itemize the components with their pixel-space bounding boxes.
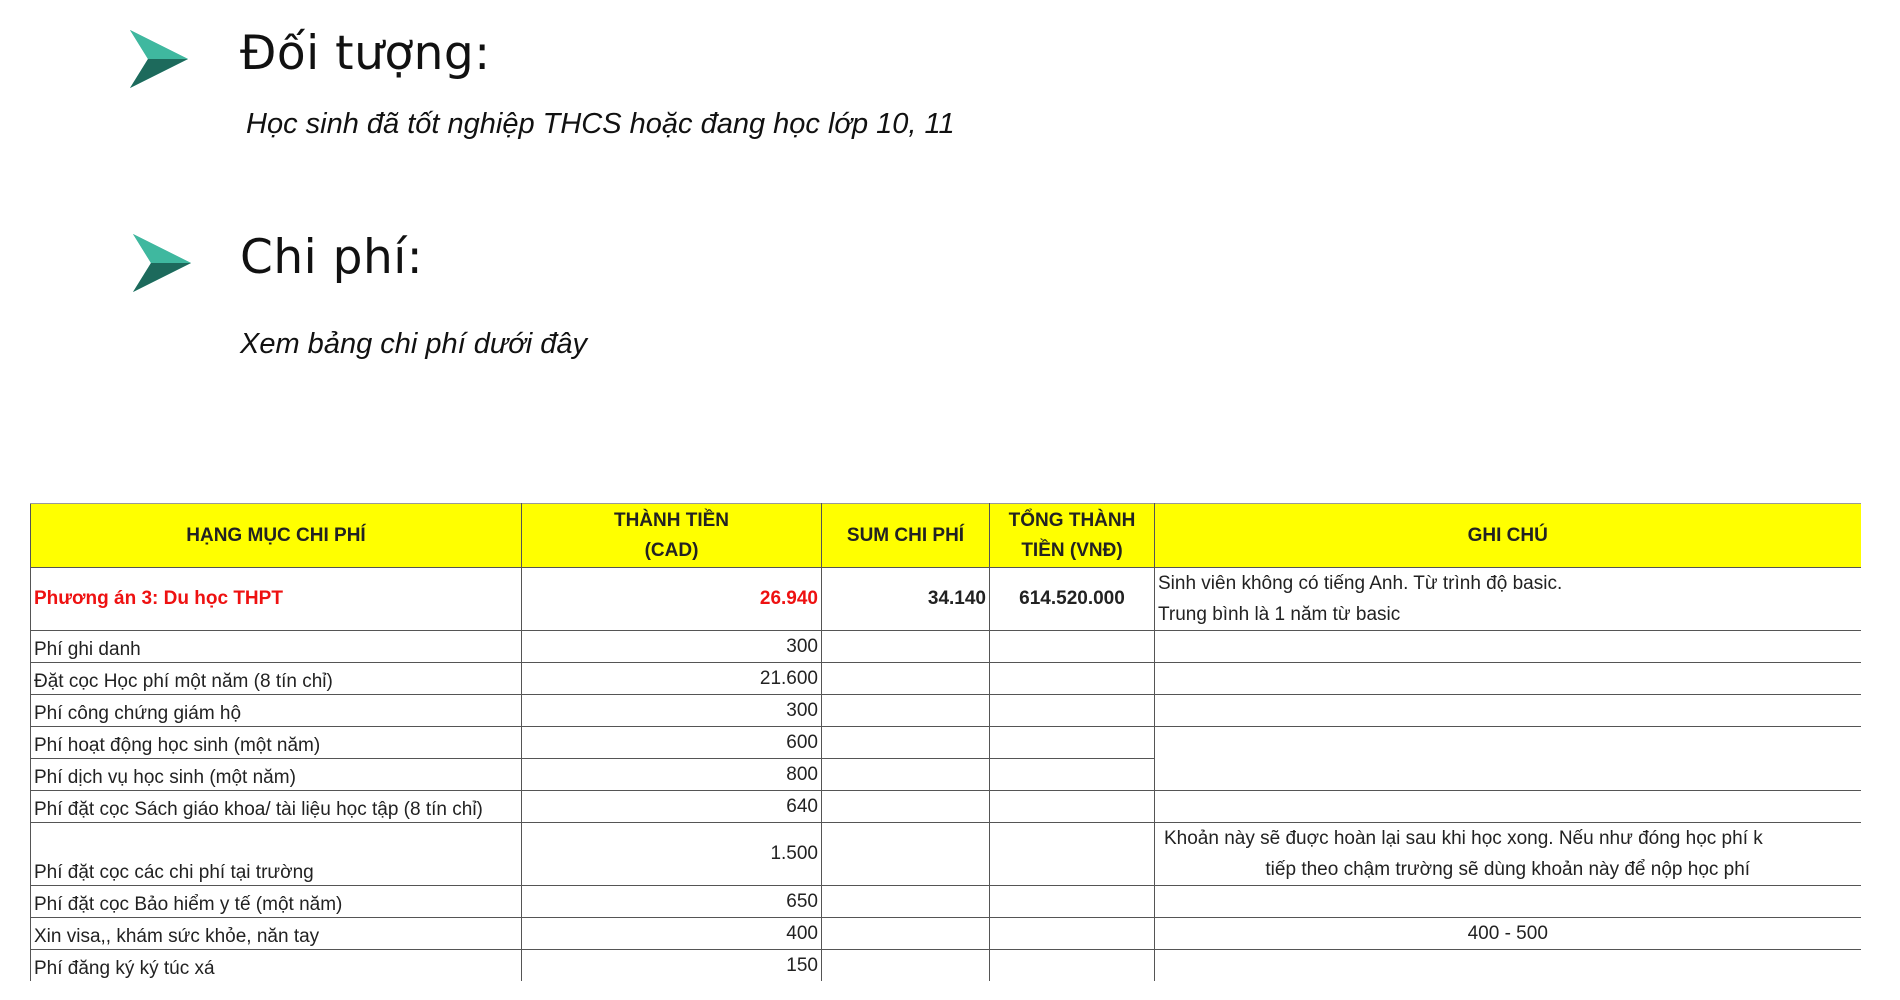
row-note: [1155, 663, 1861, 695]
table-row: [31, 568, 1861, 631]
row-amount: 400: [522, 918, 822, 950]
row-note-line1: Sinh viên không có tiếng Anh. Từ trình độ basic.: [1158, 573, 1563, 594]
row-total-vnd: [990, 886, 1155, 918]
row-total-vnd: [990, 727, 1155, 759]
header-note: GHI CHÚ: [1155, 504, 1861, 568]
table-row: [31, 886, 1861, 918]
header-total-line1: TỔNG THÀNH: [1008, 509, 1136, 531]
row-total-vnd: [990, 918, 1155, 950]
table-row: [31, 695, 1861, 727]
row-sum: [822, 791, 990, 823]
row-total-vnd: 614.520.000: [990, 568, 1155, 631]
chevron-arrow-icon: [128, 28, 190, 90]
row-total-vnd: [990, 791, 1155, 823]
row-total-vnd: [990, 950, 1155, 982]
table-row: [31, 727, 1861, 759]
table-header-row: [31, 504, 1861, 568]
row-sum: [822, 886, 990, 918]
table-row: [31, 950, 1861, 982]
header-amount-line1: THÀNH TIỀN: [613, 509, 730, 531]
row-total-vnd: [990, 631, 1155, 663]
row-item: Phí đặt cọc Bảo hiểm y tế (một năm): [31, 886, 522, 918]
row-note: [1155, 727, 1861, 759]
row-sum: [822, 759, 990, 791]
row-item: Phí hoạt động học sinh (một năm): [31, 727, 522, 759]
header-amount: [522, 504, 822, 568]
row-amount: 300: [522, 631, 822, 663]
section-heading-target: Đối tượng:: [240, 26, 491, 81]
row-amount: 640: [522, 791, 822, 823]
section-heading-cost: Chi phí:: [240, 230, 424, 285]
row-note: [1155, 759, 1861, 791]
row-sum: [822, 727, 990, 759]
row-amount: 600: [522, 727, 822, 759]
table-row: [31, 759, 1861, 791]
row-note: [1155, 568, 1861, 631]
row-note: [1155, 791, 1861, 823]
row-note-line1: Khoản này sẽ đuợc hoàn lại sau khi học xong. Nếu như đóng học phí k: [1164, 828, 1763, 849]
table-row: [31, 823, 1861, 886]
row-item: Đặt cọc Học phí một năm (8 tín chỉ): [31, 663, 522, 695]
row-note: [1155, 823, 1861, 886]
row-sum: [822, 950, 990, 982]
row-note-line2: Trung bình là 1 năm từ basic: [1158, 604, 1401, 625]
header-amount-line2: (CAD): [644, 539, 699, 561]
header-total-line2: TIỀN (VNĐ): [1021, 539, 1123, 561]
row-note: 400 - 500: [1155, 918, 1861, 950]
cost-table: [30, 503, 1861, 981]
row-item: Phí công chứng giám hộ: [31, 695, 522, 727]
table-row: [31, 791, 1861, 823]
row-amount: 26.940: [522, 568, 822, 631]
section-text-target: Học sinh đã tốt nghiệp THCS hoặc đang học lớp 10, 11: [246, 108, 955, 140]
table-row: [31, 663, 1861, 695]
row-item: Phương án 3: Du học THPT: [31, 568, 522, 631]
row-item: Phí đặt cọc các chi phí tại trường: [31, 823, 522, 886]
chevron-arrow-icon: [131, 232, 193, 294]
row-amount: 1.500: [522, 823, 822, 886]
row-note: [1155, 886, 1861, 918]
table-row: [31, 631, 1861, 663]
header-item: HẠNG MỤC CHI PHÍ: [31, 504, 522, 568]
row-item: Phí dịch vụ học sinh (một năm): [31, 759, 522, 791]
row-sum: [822, 823, 990, 886]
row-note: [1155, 950, 1861, 982]
row-item: Phí ghi danh: [31, 631, 522, 663]
row-sum: [822, 631, 990, 663]
row-note-line2: tiếp theo chậm trường sẽ dùng khoản này để nộp học phí: [1265, 859, 1751, 880]
row-item: Phí đặt cọc Sách giáo khoa/ tài liệu học tập (8 tín chỉ): [31, 791, 522, 823]
row-note: [1155, 631, 1861, 663]
table-row: [31, 918, 1861, 950]
row-amount: 300: [522, 695, 822, 727]
row-item: Xin visa,, khám sức khỏe, năn tay: [31, 918, 522, 950]
row-sum: [822, 663, 990, 695]
row-amount: 650: [522, 886, 822, 918]
row-sum: [822, 918, 990, 950]
row-note: [1155, 695, 1861, 727]
row-total-vnd: [990, 823, 1155, 886]
row-total-vnd: [990, 695, 1155, 727]
row-amount: 800: [522, 759, 822, 791]
row-amount: 150: [522, 950, 822, 982]
header-sum: SUM CHI PHÍ: [822, 504, 990, 568]
row-sum: [822, 695, 990, 727]
row-total-vnd: [990, 663, 1155, 695]
header-total: [990, 504, 1155, 568]
section-text-cost: Xem bảng chi phí dưới đây: [240, 328, 588, 360]
row-amount: 21.600: [522, 663, 822, 695]
row-item: Phí đăng ký ký túc xá: [31, 950, 522, 982]
row-sum: 34.140: [822, 568, 990, 631]
row-total-vnd: [990, 759, 1155, 791]
